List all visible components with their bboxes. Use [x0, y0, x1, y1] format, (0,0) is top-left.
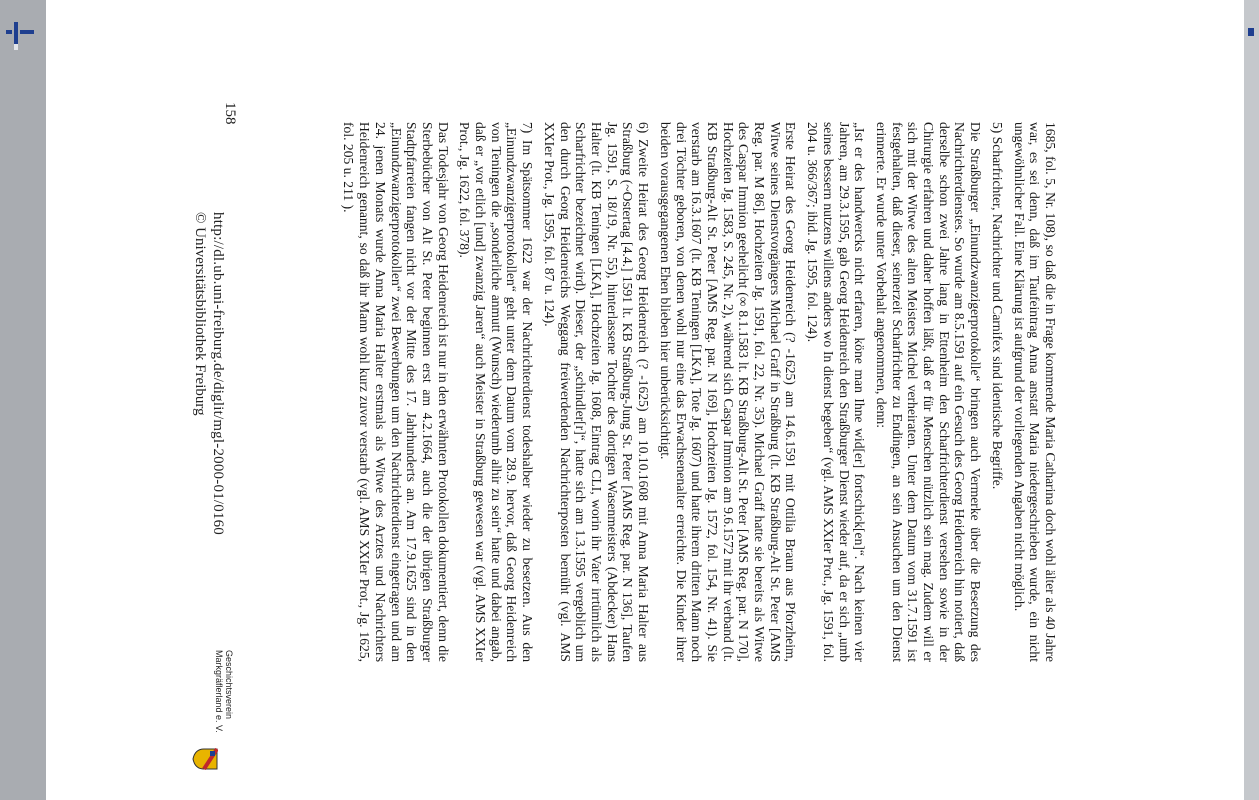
note-5-paragraph-3: Erste Heirat des Georg Heidenreich (? -1625) am 14.6.1591 mit Ottilia Braun aus Pforzheim, Witwe seines Dienstvorgängers Michael Graff in Straßburg (lt. KB Straßburg-Alt St. Peter [AMS Reg. par. M 86], Hochzeiten Jg. 1591, fol. 22, Nr. 35). Michael Graff hatte sie bereits als Witwe des Caspar Immion geehelicht (∞ 8.1.1583 lt. KB Straßburg-Alt St. Peter [AMS Reg. par. N 170], Hochzeiten Jg. 1583, S. 245, Nr. 2), während sich Caspar Immion am 9.6.1572 mit ihr verband (lt. KB Straßburg-Alt St. Peter [AMS Reg. par. N 169], Hochzeiten Jg. 1572, fol. 154, Nr. 41). Sie verstarb am 16.3.1607 (lt. KB Teningen [LKA], Tote Jg. 1607) und hatte ihrem dritten Mann noch drei Töchter geboren, von denen wohl nur eine das Erwachsenenalter erreichte. Die Kinder ihrer beiden vorausgegangenen Ehen blieben hier unberücksichtigt. — [657, 122, 799, 662]
note-7-paragraph-1: 7) Im Spätsommer 1622 war der Nachrichterdienst todeshalber wieder zu besetzen. Aus den „Einundzwanzigerprotokollen“ geht unter dem Datum vom 28.9. hervor, daß Georg Heidenreich von Teningen die „sonderliche anmutt (Wunsch) wiederumb alhir zu sein“ hatte und dabei angab, daß er „vor etlich [und] zwanzig Jaren“ auch Meister in Straßburg gewesen war (vgl. AMS XXIer Prot., Jg. 1622, fol. 378). — [457, 122, 536, 662]
library-logo-icon — [6, 18, 38, 50]
note-5-heading: 5) Scharfrichter, Nachrichter und Carnifex sind identische Begriffe. — [989, 122, 1005, 490]
footer-copyright: © Universitätsbibliothek Freiburg — [192, 212, 208, 416]
note-5-paragraph-1: Die Straßburger „Einundzwanzigerprotokolle“ bringen auch Vermerke über die Besetzung des Nachrichterdienstes. So wurde am 8.5.1591 auf ein Gesuch des Georg Heidenreich hin notiert, daß derselbe schon zwei Jahre lang in Ettenheim den Scharfrichterdienst versehen sowie in der Chirurgie erfahren und daher hoffen läßt, daß er für Menschen nützlich sein mag. Zudem will er sich mit der Witwe des alten Meisters Michel verheiraten. Unter dem Datum vom 31.7.1591 ist festgehalten, daß dieser, seinerzeit Scharfrichter zu Endingen, an sein Ansuchen um den Dienst erinnerte. Er wurde unter Vorbehalt angenommen, denn: — [873, 122, 984, 662]
right-viewer-strip — [1244, 0, 1259, 800]
body-text — [335, 122, 1058, 662]
coat-of-arms-icon — [192, 748, 218, 770]
paragraph-continuation: 1685, fol. 5, Nr. 108), so daß die in Frage kommende Maria Catharina doch wohl älter als 40 Jahre war, es sei denn, daß im Taufeintrag Anna anstatt Maria niedergeschrieben wurde, ein nicht ungewöhnlicher Fall. Eine Klärung ist aufgrund der vorliegenden Angaben nicht möglich. — [1011, 122, 1058, 662]
society-label — [214, 650, 234, 733]
page-number: 158 — [222, 102, 238, 125]
footer-url[interactable]: http://dl.ub.uni-freiburg.de/diglit/mgl-2000-01/0160 — [210, 212, 226, 536]
right-strip-marker — [1248, 28, 1254, 36]
society-label-line1: Geschichtsverein — [224, 650, 234, 720]
note-6: 6) Zweite Heirat des Georg Heidenreich (? -1625) am 10.10.1608 mit Anna Maria Halter aus Straßburg (~Ostertag [4.4.] 1591 lt. KB Straßburg-Jung St. Peter [AMS Reg. par. N 136], Taufen Jg. 1591, S. 18/19, Nr. 55), hinterlassene Tochter des dortigen Wasenmeisters (Abdecker) Hans Halter (lt. KB Teningen [LKA], Hochzeiten Jg. 1608, Eintrag CLI, worin ihr Vater irrtümlich als Scharfrichter bezeichnet wird). Dieser, der „schindler[r]“, hatte sich am 1.3.1595 vergeblich um den durch Georg Heidenreichs Weggang freiwerdenden Nachrichterposten bemüht (vgl. AMS XXIer Prot., Jg. 1595, fol. 87 u. 124). — [541, 122, 652, 662]
note-5-paragraph-2: „Ist er des handwercks nicht erfaren, köne man Ihne wid[er] fortschick[en]“. Nach keinen vier Jahren, am 29.3.1595, gab Georg Heidenreich den Straßburger Dienst wieder auf, da er sich „umb seines bessern nutzens willens anders wo In dienst begeben“ (vgl. AMS XXIer Prot., Jg. 1591, fol. 204 u. 366/367; ibid. Jg. 1595, fol. 124). — [805, 122, 868, 662]
society-label-line2: Markgräflerland e. V. — [214, 650, 224, 733]
rotated-page-content — [46, 0, 1244, 800]
note-7-paragraph-2: Das Todesjahr von Georg Heidenreich ist nur in den erwähnten Protokollen dokumentiert, denn die Sterbebücher von Alt St. Peter beginnen erst am 4.2.1664, auch die der übrigen Straßburger Stadtpfarreien fangen nicht vor der Mitte des 17. Jahrhunderts an. Am 17.9.1625 sind in den „Einundzwanzigerprotokollen“ zwei Bewerbungen um den Nachrichterdienst eingetragen und am 24. jenen Monats wurde Anna Maria Halter erstmals als Witwe des Arztes und Nachrichters Heidenreich genannt, so daß ihr Mann wohl kurz zuvor verstarb (vgl. AMS XXIer Prot., Jg. 1625, fol. 205 u. 211 ). — [341, 122, 451, 662]
left-viewer-strip — [0, 0, 46, 800]
scanned-page — [46, 0, 1244, 800]
